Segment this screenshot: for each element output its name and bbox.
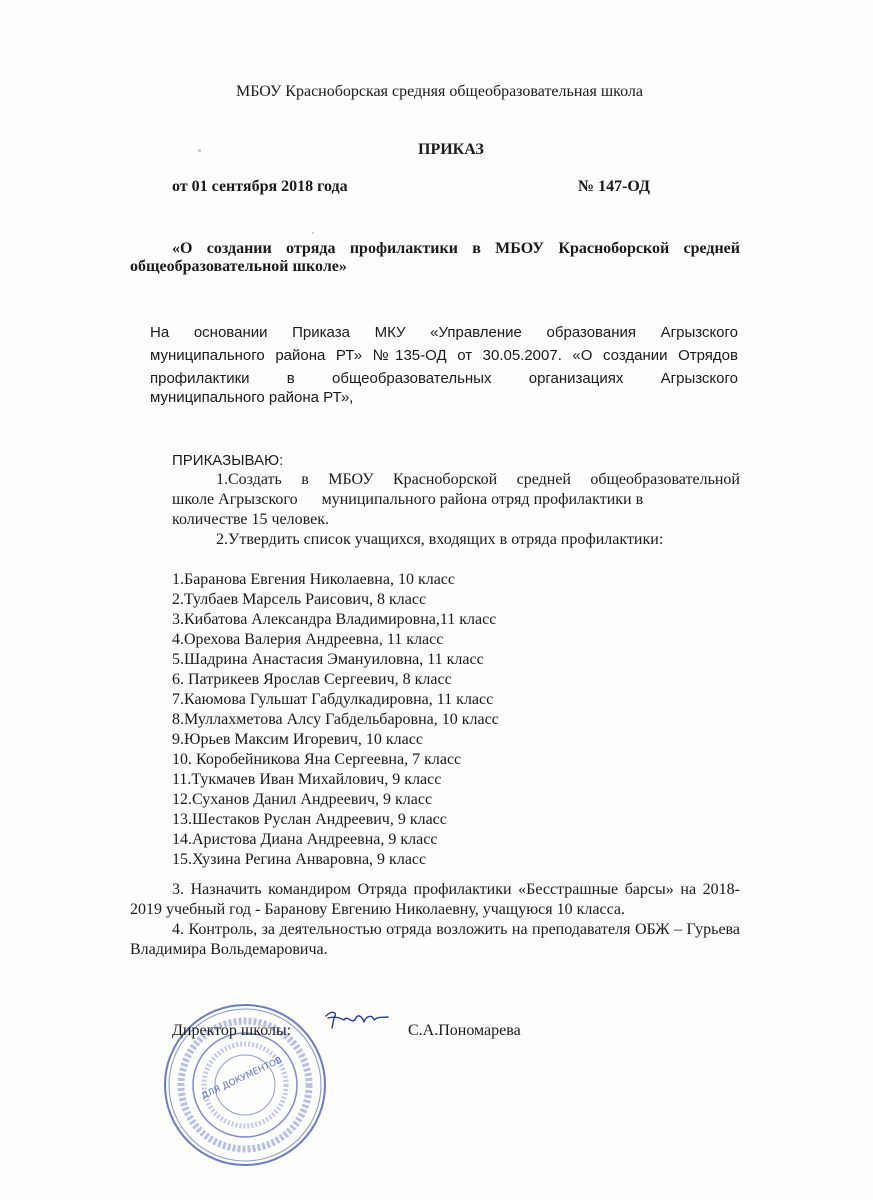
document-title: ПРИКАЗ <box>418 141 484 158</box>
order-item3: 3. Назначить командиром Отряда профилактики «Бесстрашные барсы» на 2018-2019 учебный год - Баранову Евгению Николаевну, учащуюся 10 класса. <box>130 881 740 918</box>
student-list-item: 12.Суханов Данил Андреевич, 9 класс <box>172 791 433 808</box>
student-list-item: 4.Орехова Валерия Андреевна, 11 класс <box>172 631 444 648</box>
student-list-item: 13.Шестаков Руслан Андреевич, 9 класс <box>172 811 447 828</box>
basis-line1: На основании Приказа МКУ «Управление образования Агрызского <box>150 324 738 341</box>
student-list-item: 10. Коробейникова Яна Сергеевна, 7 класс <box>172 751 462 768</box>
order-item4: 4. Контроль, за деятельностью отряда возложить на преподавателя ОБЖ – Гурьева Владимира Вольдемаровича. <box>130 921 740 958</box>
order-item1-line2: школе Агрызского муниципального района отряд профилактики в <box>172 491 644 508</box>
order-subject-line1: «О создании отряда профилактики в МБОУ Красноборской средней <box>172 240 740 257</box>
order-item2: 2.Утвердить список учащихся, входящих в отряда профилактики: <box>216 531 664 548</box>
basis-line2: муниципального района РТ» №135-ОД от 30.05.2007. «О создании Отрядов <box>150 347 738 364</box>
order-item1-line1: 1.Создать в МБОУ Красноборской средней общеобразовательной <box>216 471 740 488</box>
order-subject-line2: общеобразовательной школе» <box>130 258 347 275</box>
student-list-item: 8.Муллахметова Алсу Габдельбаровна, 10 класс <box>172 711 499 728</box>
basis-line3: профилактики в общеобразовательных организациях Агрызского <box>150 370 738 387</box>
order-number: № 147-ОД <box>578 178 651 195</box>
student-list-item: 9.Юрьев Максим Игоревич, 10 класс <box>172 731 423 748</box>
student-list-item: 2.Тулбаев Марсель Раисович, 8 класс <box>172 591 427 608</box>
student-list-item: 5.Шадрина Анастасия Эмануиловна, 11 класс <box>172 651 484 668</box>
school-name: МБОУ Красноборская средняя общеобразовательная школа <box>236 83 643 100</box>
director-name: С.А.Пономарева <box>408 1022 521 1039</box>
director-signature <box>322 1006 392 1036</box>
student-list <box>172 570 499 870</box>
student-list-item: 14.Аристова Диана Андреевна, 9 класс <box>172 831 438 848</box>
scan-speck <box>312 232 314 234</box>
order-date: от 01 сентября 2018 года <box>172 178 348 195</box>
student-list-item: 6. Патрикеев Ярослав Сергеевич, 8 класс <box>172 671 452 688</box>
student-list-item: 7.Каюмова Гульшат Габдулкадировна, 11 класс <box>172 691 494 708</box>
stamp-center-text: ДЛЯ ДОКУМЕНТОВ <box>200 1055 284 1102</box>
order-heading: ПРИКАЗЫВАЮ: <box>172 452 284 469</box>
student-list-item: 3.Кибатова Александра Владимировна,11 класс <box>172 611 497 628</box>
scan-speck <box>198 149 201 152</box>
signature-position: Директор школы: <box>172 1022 292 1039</box>
student-list-item: 15.Хузина Регина Анваровна, 9 класс <box>172 851 427 868</box>
student-list-item: 11.Тукмачев Иван Михайлович, 9 класс <box>172 771 442 788</box>
basis-line4: муниципального района РТ», <box>150 389 354 406</box>
student-list-item: 1.Баранова Евгения Николаевна, 10 класс <box>172 571 455 588</box>
order-item1-line3: количестве 15 человек. <box>172 511 329 528</box>
